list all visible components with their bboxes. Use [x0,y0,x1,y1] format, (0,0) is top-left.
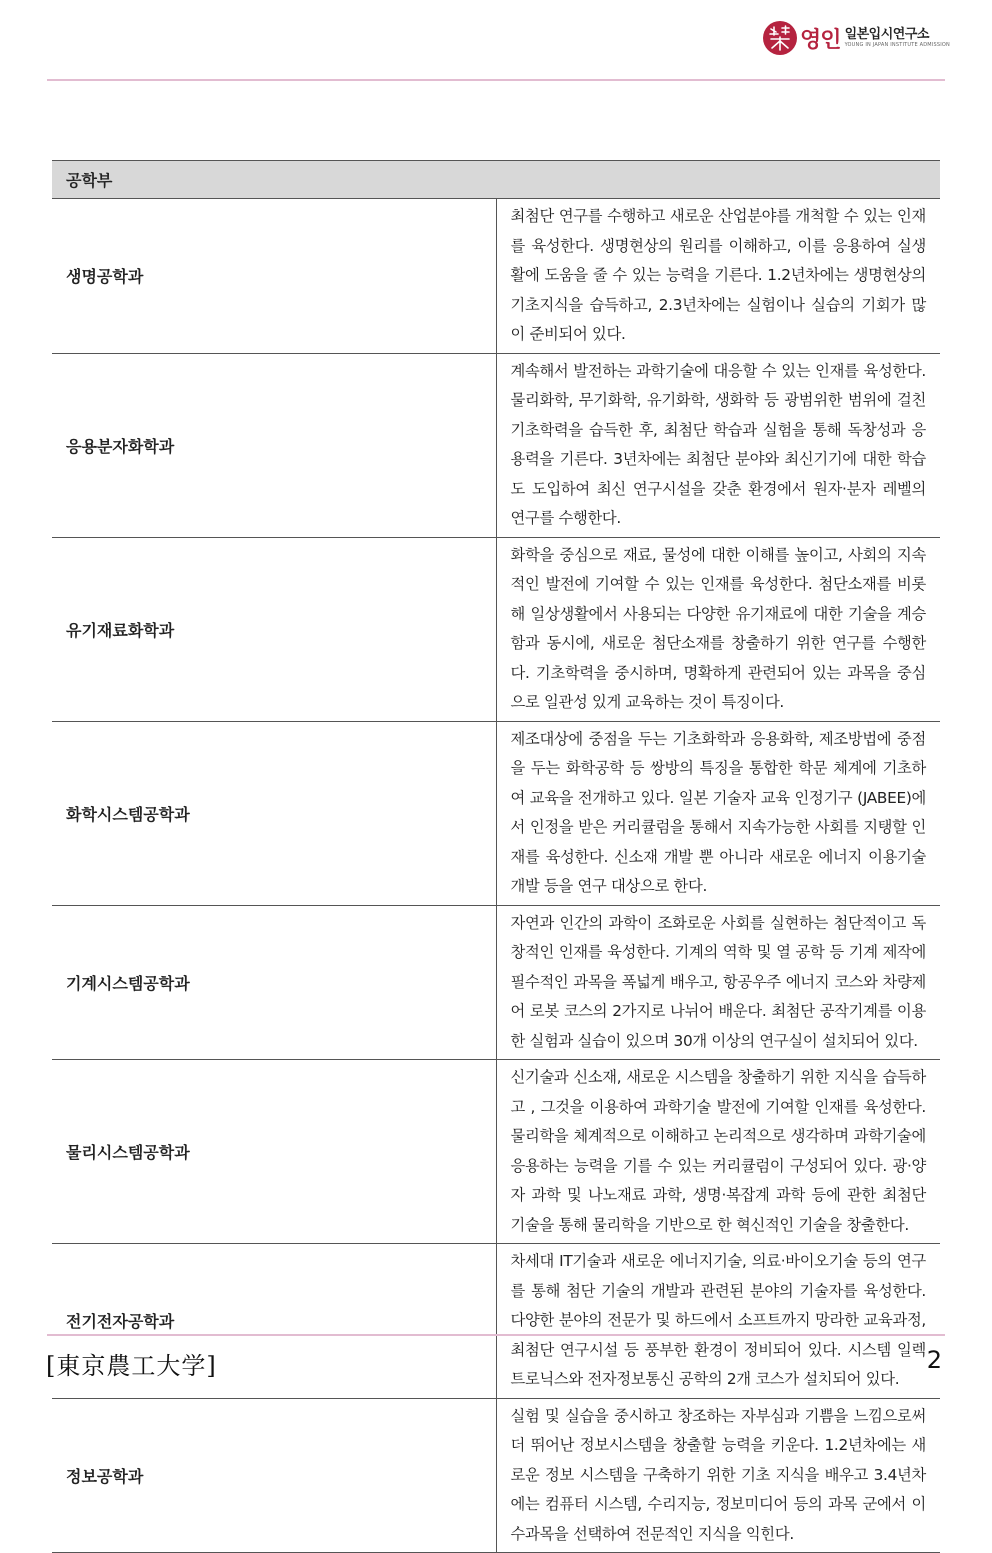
logo-text [845,28,950,48]
brand-logo [762,20,950,56]
department-description: 최첨단 연구를 수행하고 새로운 산업분야를 개척할 수 있는 인재를 육성한다. 생명현상의 원리를 이해하고, 이를 응용하여 실생활에 도움을 줄 수 있는 능력을 기른다. 1.2년차에는 생명현상의 기초지식을 습득하고, 2.3년차에는 실험이나 실습의 기회가 많이 준비되어 있다. [510,207,926,343]
table-row [52,1398,940,1553]
department-description: 신기술과 신소재, 새로운 시스템을 창출하기 위한 지식을 습득하고 , 그것을 이용하여 과학기술 발전에 기여할 인재를 육성한다. 물리학을 체계적으로 이해하고 논리적으로 생각하며 과학기술에 응용하는 능력을 기를 수 있는 커리큘럼이 구성되어 있다. 광·양자 과학 및 나노재료 과학, 생명·복잡계 과학 등에 관한 최첨단 기술을 통해 물리학을 기반으로 한 혁신적인 기술을 창출한다. [510,1068,926,1234]
section-title: 공학부 [52,161,940,199]
page-number: 2 [926,1346,942,1374]
header-divider [47,79,945,81]
department-name: 화학시스템공학과 [52,721,496,905]
department-description: 실험 및 실습을 중시하고 창조하는 자부심과 기쁨을 느낌으로써 더 뛰어난 정보시스템을 창출할 능력을 키운다. 1.2년차에는 새로운 정보 시스템을 구축하기 위한 기초 지식을 배우고 3.4년차에는 컴퓨터 시스템, 수리지능, 정보미디어 등의 과목 군에서 이수과목을 선택하여 전문적인 지식을 익힌다. [510,1406,926,1543]
footer-school-name: [東京農工大学] [46,1352,217,1380]
section-header-row [52,161,940,199]
table-row [52,721,940,905]
department-name: 전기전자공학과 [52,1244,496,1399]
table-row [52,537,940,721]
department-name: 물리시스템공학과 [52,1060,496,1244]
department-table [52,160,940,1553]
logo-subtitle: 일본입시연구소 [844,27,929,42]
logo-english: YOUNG IN JAPAN INSTITUTE ADMISSION [844,42,950,48]
department-name: 응용분자화학과 [52,353,496,537]
table-row [52,199,940,354]
table-row [52,1060,940,1244]
department-name: 정보공학과 [52,1398,496,1553]
seal-logo-icon [762,20,798,56]
footer-divider [47,1334,945,1336]
logo-name: 영인 [800,27,841,53]
department-name: 유기재료화학과 [52,537,496,721]
department-description: 자연과 인간의 과학이 조화로운 사회를 실현하는 첨단적이고 독창적인 인재를 육성한다. 기계의 역학 및 열 공학 등 기계 제작에 필수적인 과목을 폭넓게 배우고, 항공우주 에너지 코스와 차량제어 로봇 코스의 2가지로 나뉘어 배운다. 최첨단 공작기계를 이용한 실험과 실습이 있으며 30개 이상의 연구실이 설치되어 있다. [510,913,926,1050]
department-name: 생명공학과 [52,199,496,354]
department-description: 제조대상에 중점을 두는 기초화학과 응용화학, 제조방법에 중점을 두는 화학공학 등 쌍방의 특징을 통합한 학문 체계에 기초하여 교육을 전개하고 있다. 일본 기술자 교육 인정기구 (JABEE)에서 인정을 받은 커리큘럼을 통해서 지속가능한 사회를 지탱할 인재를 육성한다. 신소재 개발 뿐 아니라 새로운 에너지 이용기술 개발 등을 연구 대상으로 한다. [510,729,926,895]
department-description: 화학을 중심으로 재료, 물성에 대한 이해를 높이고, 사회의 지속적인 발전에 기여할 수 있는 인재를 육성한다. 첨단소재를 비롯해 일상생활에서 사용되는 다양한 유기재료에 대한 기술을 계승함과 동시에, 새로운 첨단소재를 창출하기 위한 연구를 수행한다. 기초학력을 중시하며, 명확하게 관련되어 있는 과목을 중심으로 일관성 있게 교육하는 것이 특징이다. [510,545,926,711]
department-description: 차세대 IT기술과 새로운 에너지기술, 의료·바이오기술 등의 연구를 통해 첨단 기술의 개발과 관련된 분야의 기술자를 육성한다. 다양한 분야의 전문가 및 하드에서 소프트까지 망라한 교육과정, 최첨단 연구시설 등 풍부한 환경이 정비되어 있다. 시스템 일렉트로닉스와 전자정보통신 공학의 2개 코스가 설치되어 있다. [510,1252,926,1388]
department-description: 계속해서 발전하는 과학기술에 대응할 수 있는 인재를 육성한다. 물리화학, 무기화학, 유기화학, 생화학 등 광범위한 범위에 걸친 기초학력을 습득한 후, 최첨단 학습과 실험을 통해 독창성과 응용력을 기른다. 3년차에는 최첨단 분야와 최신기기에 대한 학습도 도입하여 최신 연구시설을 갖춘 환경에서 원자·분자 레벨의 연구를 수행한다. [510,361,926,527]
table-row [52,905,940,1060]
department-name: 기계시스템공학과 [52,905,496,1060]
table-row [52,353,940,537]
